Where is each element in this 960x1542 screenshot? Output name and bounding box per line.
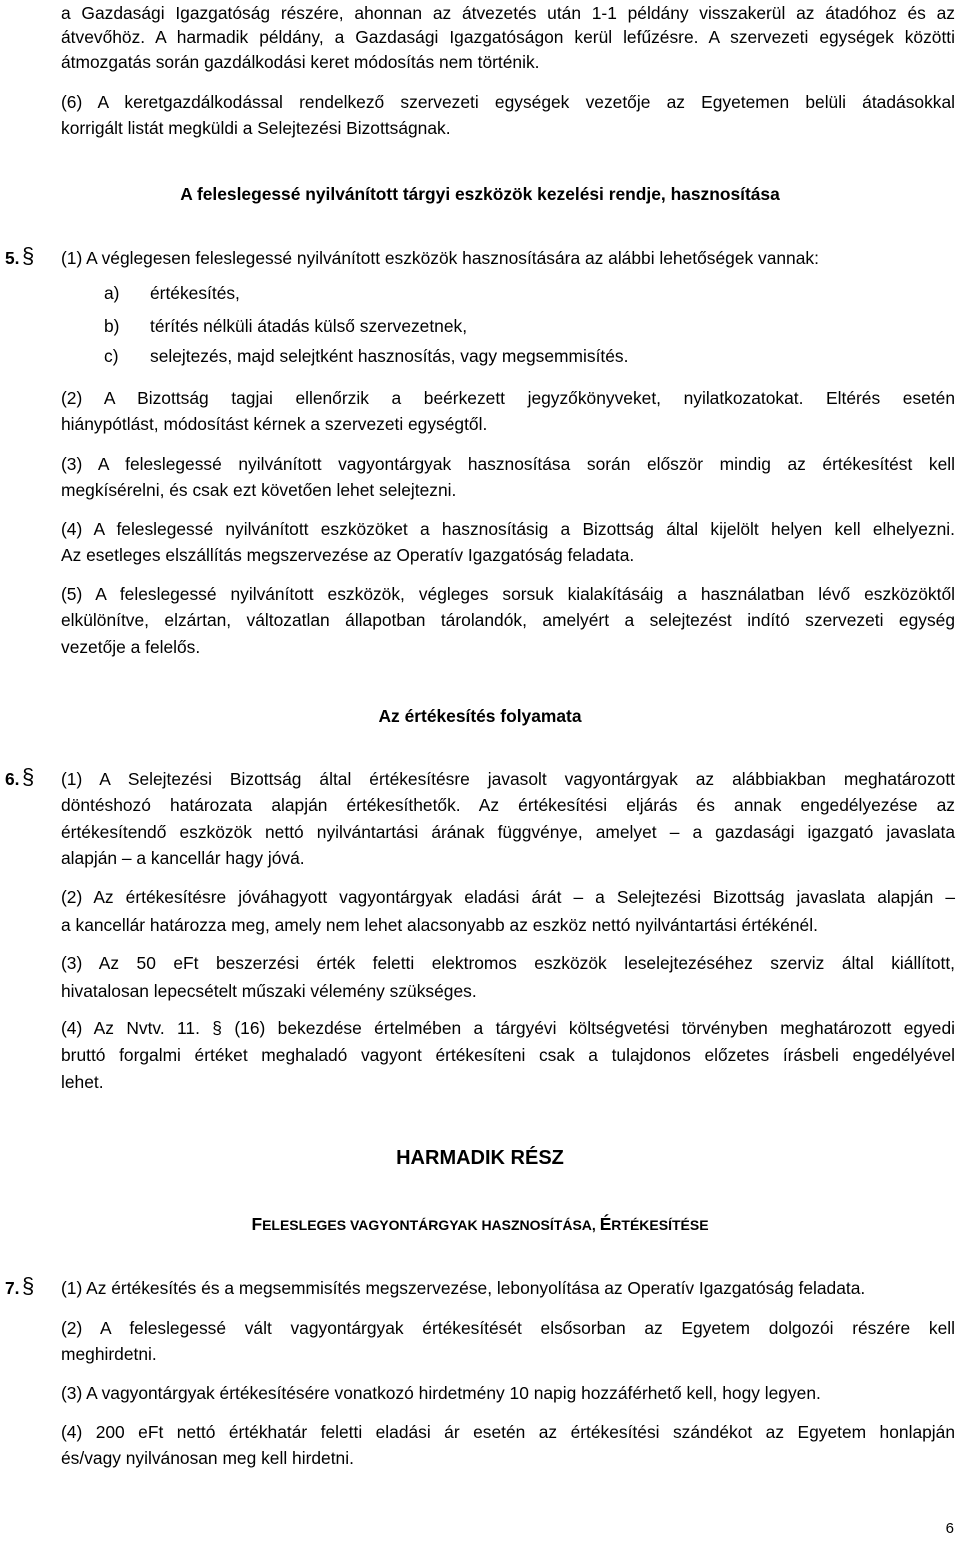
section-sign: §: [22, 243, 35, 268]
text-line: a kancellár határozza meg, amely nem lehet alacsonyabb az eszköz nettó nyilvántartási értékénél.: [61, 915, 818, 935]
list-item-text: értékesítés,: [150, 283, 240, 303]
list-item-label: a): [104, 283, 120, 303]
list-item-label: c): [104, 346, 119, 366]
list-item: [104, 313, 467, 339]
page-number: 6: [945, 1520, 954, 1537]
list-item-text: térítés nélküli átadás külső szervezetnek,: [150, 316, 468, 336]
text-line: meghirdetni.: [61, 1344, 157, 1364]
section-number: 5.: [5, 248, 20, 268]
text-line: hiánypótlást, módosítást kérnek a szervezeti egységtől.: [61, 414, 488, 434]
text-line: (2) A Bizottság tagjai ellenőrzik a beérkezett jegyzőkönyveket, nyilatkozatokat. Eltérés esetén: [61, 388, 955, 408]
subheading-initial: É: [599, 1214, 612, 1234]
section-sign: §: [22, 764, 35, 789]
text-line: döntéshozó határozata alapján értékesíthetők. Az értékesítési eljárás és annak engedélyezése az: [61, 795, 955, 815]
text-line: bruttó forgalmi értéket meghaladó vagyont értékesíteni csak a tulajdonos előzetes írásbeli engedélyével: [61, 1045, 955, 1065]
text-line: lehet.: [61, 1072, 104, 1092]
text-line: (3) A feleslegessé nyilvánított vagyontárgyak hasznosítása során először mindig az értékesítést kell: [61, 454, 955, 474]
text-line: a Gazdasági Igazgatóság részére, ahonnan az átvezetés után 1-1 példány visszakerül az átadóhoz és az: [61, 3, 955, 23]
text-line: (1) A Selejtezési Bizottság által értékesítésre javasolt vagyontárgyak az alábbiakban meghatározott: [61, 769, 955, 789]
list-item: [104, 280, 240, 306]
text-line: átmozgatás során gazdálkodási keret módosítás nem történik.: [61, 52, 540, 72]
text-line: (2) Az értékesítésre jóváhagyott vagyontárgyak eladási árát – a Selejtezési Bizottság javaslata alapján –: [61, 887, 955, 907]
text-line: (4) A feleslegessé nyilvánított eszközöket a hasznosításig a Bizottság által kijelölt helyen kell elhelyezni.: [61, 519, 955, 539]
section-sign: §: [22, 1273, 35, 1298]
text-line: hivatalosan lepecsételt műszaki vélemény szükséges.: [61, 981, 477, 1001]
section-heading: Az értékesítés folyamata: [378, 706, 582, 726]
text-line: (4) Az Nvtv. 11. § (16) bekezdése értelmében a tárgyévi költségvetési törvényben meghatározott egyedi: [61, 1018, 955, 1038]
part-subheading: [0, 1211, 960, 1238]
section-number: 7.: [5, 1278, 20, 1298]
sec7-para-1: (1) Az értékesítés és a megsemmisítés megszervezése, lebonyolítása az Operatív Igazgatóság feladata.: [61, 1278, 866, 1298]
text-line: megkísérelni, és csak ezt követően lehet selejtezni.: [61, 480, 457, 500]
sec7-para-3: (3) A vagyontárgyak értékesítésére vonatkozó hirdetmény 10 napig hozzáférhető kell, hogy legyen.: [61, 1383, 821, 1403]
list-item-label: b): [104, 316, 120, 336]
text-line: átvevőhöz. A harmadik példány, a Gazdasági Igazgatóságon kerül lefűzésre. A szervezeti egységek közötti: [61, 27, 955, 47]
text-line: és/vagy nyilvánosan meg kell hirdetni.: [61, 1448, 354, 1468]
sec5-para-1: (1) A véglegesen feleslegessé nyilvánított eszközök hasznosítására az alábbi lehetőségek vannak:: [61, 248, 819, 268]
list-item-text: selejtezés, majd selejtként hasznosítás, vagy megsemmisítés.: [150, 346, 629, 366]
text-line: vezetője a felelős.: [61, 637, 201, 657]
text-line: (3) Az 50 eFt beszerzési érték feletti elektromos eszközök leselejtezéséhez szerviz által kiállított,: [61, 953, 955, 973]
list-item: [104, 343, 628, 369]
text-line: (4) 200 eFt nettó értékhatár feletti eladási ár esetén az értékesítési szándékot az Egyetem honlapján: [61, 1422, 955, 1442]
section-number: 6.: [5, 769, 20, 789]
text-line: Az esetleges elszállítás megszervezése az Operatív Igazgatóság feladata.: [61, 545, 635, 565]
text-line: (2) A feleslegessé vált vagyontárgyak értékesítését elsősorban az Egyetem dolgozói részére kell: [61, 1318, 955, 1338]
text-line: alapján – a kancellár hagy jóvá.: [61, 848, 305, 868]
subheading-initial: F: [251, 1214, 263, 1234]
subheading-rest: RTÉKESÍTÉSE: [611, 1217, 709, 1233]
text-line: (5) A feleslegessé nyilvánított eszközök, végleges sorsuk kialakításáig a használatban lévő eszközöktől: [61, 584, 955, 604]
subheading-rest: ELESLEGES VAGYONTÁRGYAK HASZNOSÍTÁSA: [262, 1217, 592, 1233]
text-line: korrigált listát megküldi a Selejtezési Bizottságnak.: [61, 118, 451, 138]
part-heading: HARMADIK RÉSZ: [396, 1147, 564, 1169]
text-line: értékesítendő eszközök nettó nyilvántartási árának függvénye, amelyet – a gazdasági igazgató javaslata: [61, 822, 955, 842]
text-line: (6) A keretgazdálkodással rendelkező szervezeti egységek vezetője az Egyetemen belüli átadásokkal: [61, 92, 955, 112]
text-line: elkülönítve, elzártan, változatlan állapotban tárolandók, amelyért a selejtezést indító szervezeti egység: [61, 610, 955, 630]
subheading-separator: ,: [591, 1217, 600, 1233]
section-heading: A feleslegessé nyilvánított tárgyi eszközök kezelési rendje, hasznosítása: [180, 184, 780, 204]
